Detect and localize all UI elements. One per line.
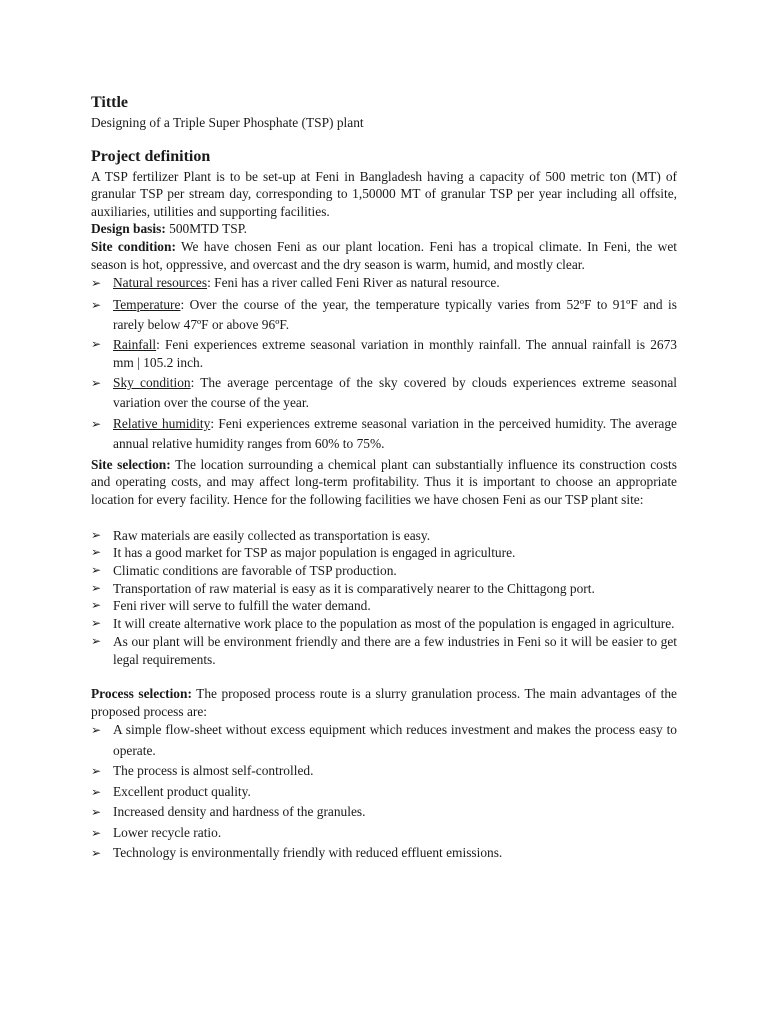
list-item (91, 580, 677, 598)
list-item-text: Climatic conditions are favorable of TSP production. (113, 563, 397, 579)
list-item (91, 720, 677, 761)
list-item (91, 597, 677, 615)
design-basis (91, 220, 677, 238)
condition-term: Sky condition (113, 374, 191, 390)
arrow-bullet-icon: ➢ (91, 846, 102, 861)
arrow-bullet-icon: ➢ (91, 723, 102, 738)
site-selection-paragraph (91, 456, 677, 509)
arrow-bullet-icon: ➢ (91, 337, 102, 352)
site-selection-text: The location surrounding a chemical plant can substantially influence its construction costs and operating costs, and may affect long-term profitability. Thus it is important to choose an appropriate location for every facility. Hence for the following facilities we have chosen Feni as our TSP plant site: (91, 456, 677, 508)
arrow-bullet-icon: ➢ (91, 598, 102, 613)
list-item (91, 295, 677, 335)
arrow-bullet-icon: ➢ (91, 825, 102, 840)
design-basis-label: Design basis: (91, 221, 166, 237)
list-item-text: Lower recycle ratio. (113, 824, 222, 840)
condition-term: Relative humidity (113, 416, 211, 432)
arrow-bullet-icon: ➢ (91, 805, 102, 820)
arrow-bullet-icon: ➢ (91, 764, 102, 779)
list-item-text: It has a good market for TSP as major population is engaged in agriculture. (113, 545, 516, 561)
condition-term: Temperature (113, 296, 181, 312)
arrow-bullet-icon: ➢ (91, 616, 102, 631)
list-item (91, 544, 677, 562)
arrow-bullet-icon: ➢ (91, 633, 102, 648)
list-item-text: Raw materials are easily collected as transportation is easy. (113, 527, 431, 543)
site-selection-list (91, 527, 677, 669)
process-selection-text: The proposed process route is a slurry granulation process. The main advantages of the proposed process are: (91, 686, 677, 719)
site-condition-list (91, 273, 677, 454)
site-selection-label: Site selection: (91, 456, 171, 472)
condition-text: : Feni experiences extreme seasonal variation in the perceived humidity. The average annual relative humidity ranges from 60% to 75%. (113, 416, 677, 452)
condition-text: : Over the course of the year, the temperature typically varies from 52ºF to 91ºF and is rarely below 47ºF or above 96ºF. (113, 296, 677, 332)
arrow-bullet-icon: ➢ (91, 276, 102, 291)
list-item-text: Transportation of raw material is easy as it is comparatively nearer to the Chittagong port. (113, 580, 595, 596)
list-item (91, 823, 677, 844)
list-item (91, 761, 677, 782)
condition-text: : Feni experiences extreme seasonal variation in monthly rainfall. The annual rainfall is 2673 mm | 105.2 inch. (113, 337, 677, 370)
condition-term: Natural resources (113, 275, 208, 291)
process-selection-label: Process selection: (91, 686, 192, 702)
list-item (91, 336, 677, 371)
project-definition-heading: Project definition (91, 147, 211, 165)
list-item (91, 782, 677, 803)
arrow-bullet-icon: ➢ (91, 527, 102, 542)
site-condition-label: Site condition: (91, 238, 176, 254)
arrow-bullet-icon: ➢ (91, 545, 102, 560)
arrow-bullet-icon: ➢ (91, 563, 102, 578)
arrow-bullet-icon: ➢ (91, 375, 102, 390)
list-item-text: Excellent product quality. (113, 783, 251, 799)
arrow-bullet-icon: ➢ (91, 297, 102, 312)
list-item (91, 373, 677, 413)
list-item-text: Increased density and hardness of the granules. (113, 804, 366, 820)
list-item (91, 633, 677, 668)
list-item (91, 414, 677, 454)
list-item (91, 273, 677, 293)
process-selection-list (91, 720, 677, 864)
document-content (91, 93, 677, 864)
site-condition-paragraph (91, 238, 677, 273)
list-item-text: Technology is environmentally friendly with reduced effluent emissions. (113, 845, 503, 861)
arrow-bullet-icon: ➢ (91, 784, 102, 799)
process-selection-paragraph (91, 685, 677, 720)
list-item-text: As our plant will be environment friendly and there are a few industries in Feni so it will be easier to get legal requirements. (113, 633, 677, 667)
title-heading: Tittle (91, 94, 129, 111)
condition-text: : The average percentage of the sky covered by clouds experiences extreme seasonal variation over the course of the year. (113, 374, 677, 410)
condition-text: : Feni has a river called Feni River as natural resource. (207, 275, 500, 291)
list-item-text: The process is almost self-controlled. (113, 763, 314, 779)
arrow-bullet-icon: ➢ (91, 417, 102, 432)
design-basis-text: 500MTD TSP. (165, 221, 248, 237)
project-definition-paragraph: A TSP fertilizer Plant is to be set-up at Feni in Bangladesh having a capacity of 500 metric ton (MT) of granular TSP per stream day, corresponding to 1,50000 MT of granular TSP per year including all offsite, auxiliaries, utilities and supporting facilities. (91, 168, 677, 219)
list-item (91, 562, 677, 580)
condition-term: Rainfall (113, 337, 157, 353)
site-condition-text: We have chosen Feni as our plant location. Feni has a tropical climate. In Feni, the wet season is hot, oppressive, and overcast and the dry season is warm, humid, and mostly clear. (91, 238, 677, 272)
list-item-text: A simple flow-sheet without excess equipment which reduces investment and makes the process easy to operate. (113, 722, 677, 758)
list-item-text: It will create alternative work place to the population as most of the population is engaged in agriculture. (113, 616, 675, 632)
title-text: Designing of a Triple Super Phosphate (TSP) plant (91, 115, 364, 130)
arrow-bullet-icon: ➢ (91, 580, 102, 595)
list-item (91, 527, 677, 545)
list-item-text: Feni river will serve to fulfill the water demand. (113, 598, 371, 614)
list-item (91, 802, 677, 823)
list-item (91, 843, 677, 864)
list-item (91, 615, 677, 633)
